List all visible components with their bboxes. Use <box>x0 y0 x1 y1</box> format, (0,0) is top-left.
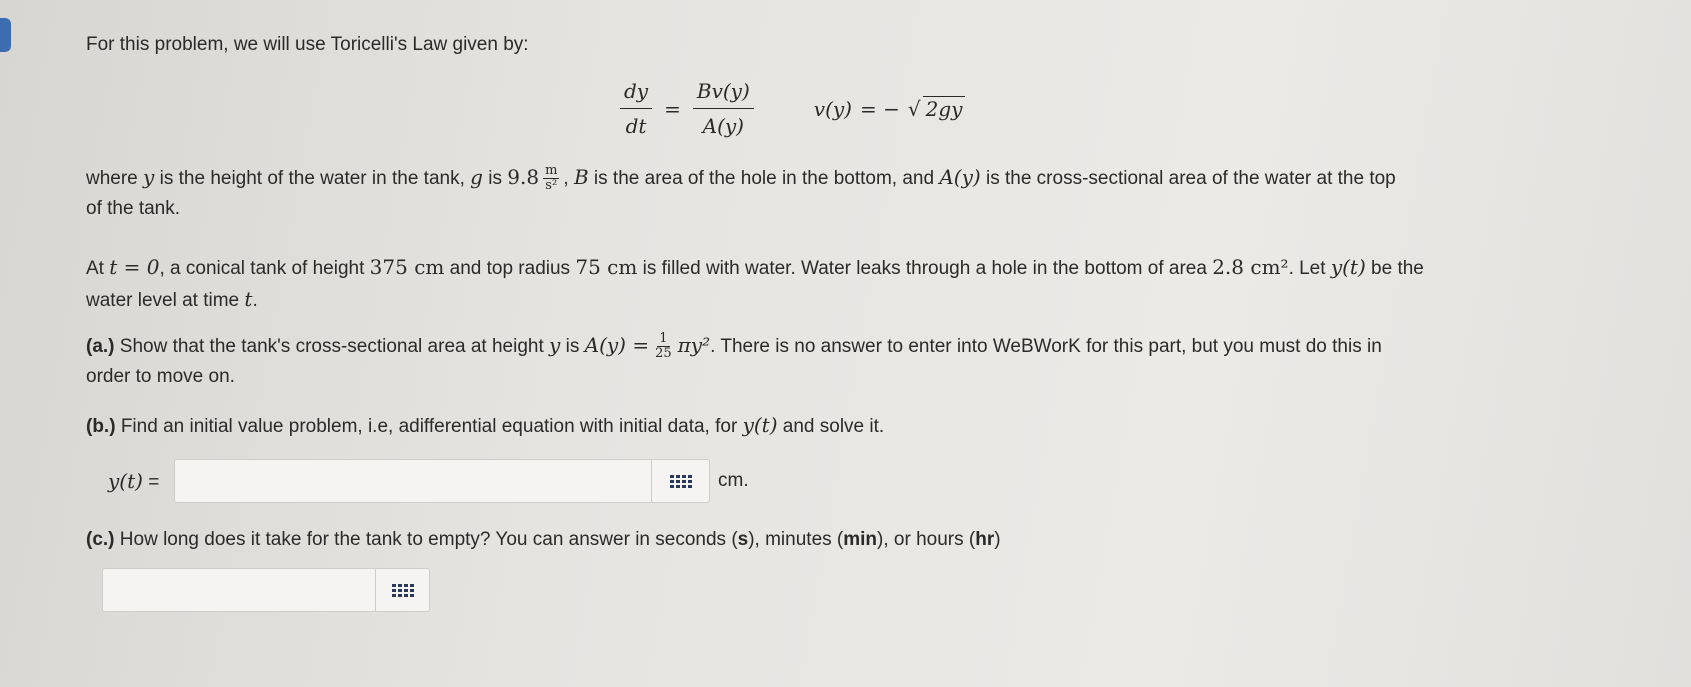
grid-icon <box>670 475 692 488</box>
intro-text: For this problem, we will use Toricelli's Law given by: <box>86 34 529 55</box>
sqrt-expression: √ 2gy <box>908 96 966 121</box>
empty-time-answer-input[interactable] <box>102 568 430 612</box>
equation-editor-button-c[interactable] <box>375 569 429 611</box>
part-a-label: (a.) <box>86 336 115 357</box>
dy-dt-fraction: $\frac{dy}{dt}$ <box>620 78 652 139</box>
left-edge-tab[interactable] <box>0 18 11 52</box>
unit-fraction: $\frac{m}{\text{s²}}$ <box>545 163 558 194</box>
one-over-25-fraction: $\frac{1}{25}$ <box>655 331 672 362</box>
velocity-lhs: v(y) <box>813 96 852 121</box>
velocity-eq: = − <box>859 96 900 121</box>
where-paragraph: where y is the height of the water in the tank, g is 9.8 $\frac{m}{\text{s²}}$ , B is the area of the hole in the bottom, and A(y) is the cross-sectional area of the water at the top of the tank. <box>86 163 1396 219</box>
cm-unit: cm. <box>718 470 749 491</box>
equation-editor-button[interactable] <box>651 460 709 502</box>
part-b-paragraph: (b.) Find an initial value problem, i.e, adifferential equation with initial data, for y(t) and solve it. <box>86 413 885 437</box>
part-a-paragraph: (a.) Show that the tank's cross-sectional area at height y is A(y) = $\frac{1}{25}$ πy². There is no answer to enter into WeBWorK for this part, but you must do this in order to move on. <box>86 331 1382 387</box>
torricelli-equation: $\frac{dy}{dt}$ = $\frac{Bv(y)}{A(y)}$ v(y) = − √ 2gy <box>616 78 965 139</box>
part-b-label: (b.) <box>86 416 116 437</box>
yt-answer-input[interactable] <box>174 459 710 503</box>
grid-icon <box>392 584 414 597</box>
yt-answer-label: y(t) = <box>108 469 160 493</box>
setup-paragraph: At t = 0, a conical tank of height 375 cm and top radius 75 cm is filled with water. Water leaks through a hole in the bottom of area 2.8 cm². Let y(t) be the water level at time t. <box>86 255 1424 311</box>
bv-over-a-fraction: $\frac{Bv(y)}{A(y)}$ <box>693 78 754 139</box>
part-c-label: (c.) <box>86 529 115 550</box>
part-c-paragraph: (c.) How long does it take for the tank to empty? You can answer in seconds (s), minutes (min), or hours (hr) <box>86 529 1001 550</box>
